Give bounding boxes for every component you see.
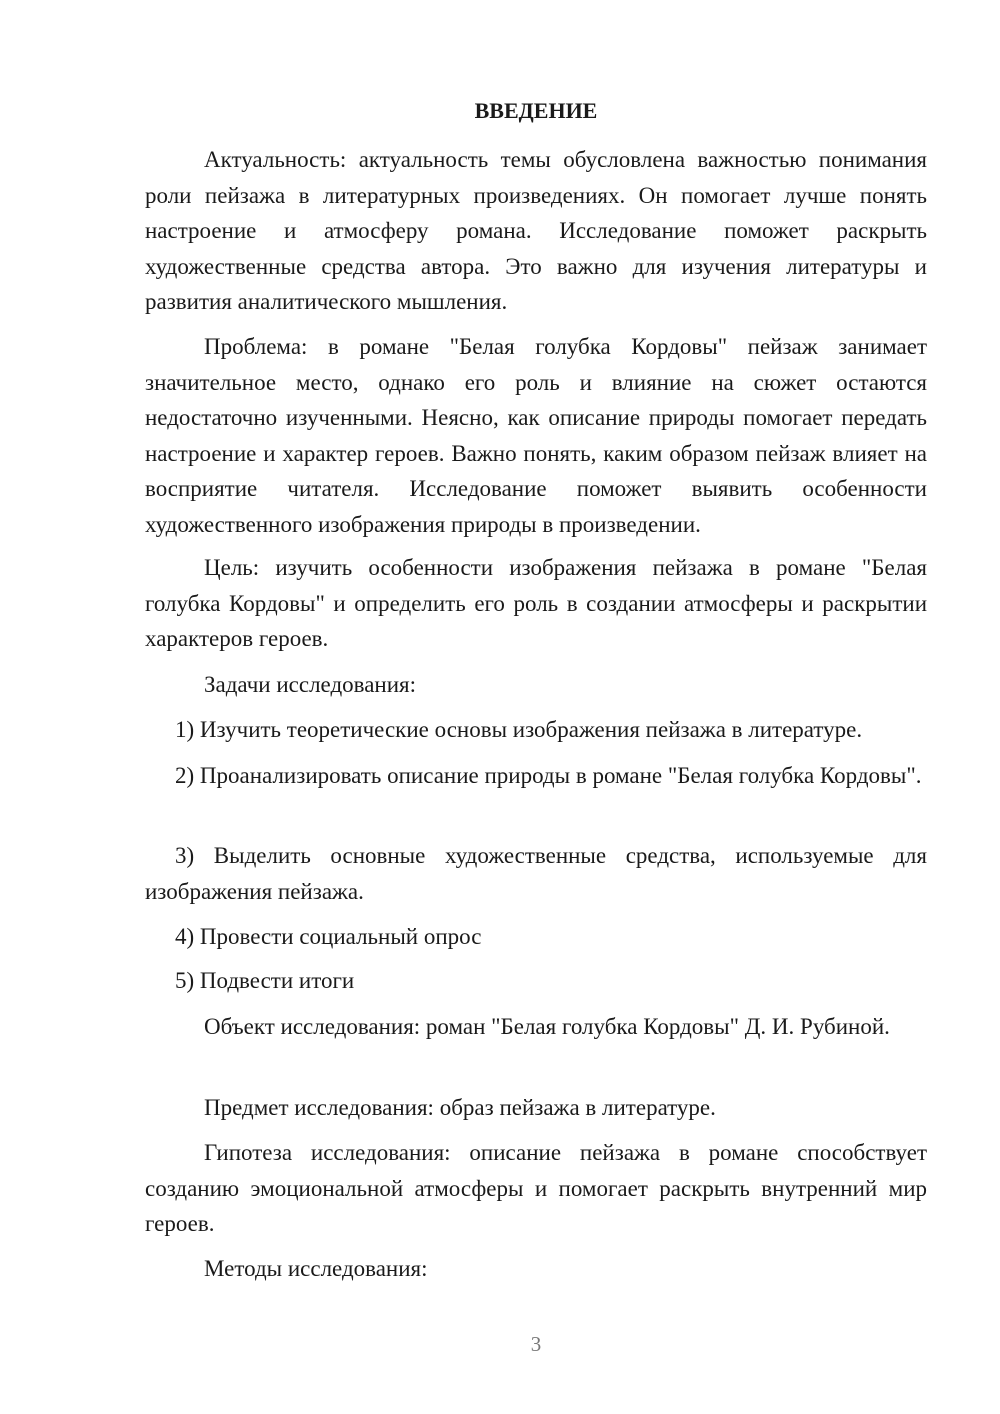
paragraph-hypothesis: Гипотеза исследования: описание пейзажа в романе способствует созданию эмоциональной атмосферы и помогает раскрыть внутренний мир героев. <box>145 1140 927 1236</box>
paragraph-subject: Предмет исследования: образ пейзажа в литературе. <box>204 1095 716 1120</box>
task-item-2: 2) Проанализировать описание природы в романе "Белая голубка Кордовы". <box>175 763 922 788</box>
page-number: 3 <box>530 1332 542 1356</box>
paragraph-relevance: Актуальность: актуальность темы обусловлена важностью понимания роли пейзажа в литературных произведениях. Он помогает лучше понять настроение и атмосферу романа. Исследование поможет раскрыть художественные средства автора. Это важно для изучения литературы и развития аналитического мышления. <box>145 147 927 314</box>
paragraph-object: Объект исследования: роман "Белая голубка Кордовы" Д. И. Рубиной. <box>204 1014 890 1039</box>
task-item-1: 1) Изучить теоретические основы изображения пейзажа в литературе. <box>175 717 863 742</box>
paragraph-methods: Методы исследования: <box>204 1256 428 1281</box>
task-item-5: 5) Подвести итоги <box>175 968 355 993</box>
paragraph-goal: Цель: изучить особенности изображения пейзажа в романе "Белая голубка Кордовы" и определить его роль в создании атмосферы и раскрытии характеров героев. <box>145 555 927 651</box>
task-item-4: 4) Провести социальный опрос <box>175 924 482 949</box>
task-item-3: 3) Выделить основные художественные средства, используемые для изображения пейзажа. <box>145 843 927 904</box>
page-title: ВВЕДЕНИЕ <box>474 98 598 123</box>
paragraph-problem: Проблема: в романе "Белая голубка Кордовы" пейзаж занимает значительное место, однако его роль и влияние на сюжет остаются недостаточно изученными. Неясно, как описание природы помогает передать настроение и характер героев. Важно понять, каким образом пейзаж влияет на восприятие читателя. Исследование поможет выявить особенности художественного изображения природы в произведении. <box>145 334 927 537</box>
paragraph-tasks-heading: Задачи исследования: <box>204 672 417 697</box>
